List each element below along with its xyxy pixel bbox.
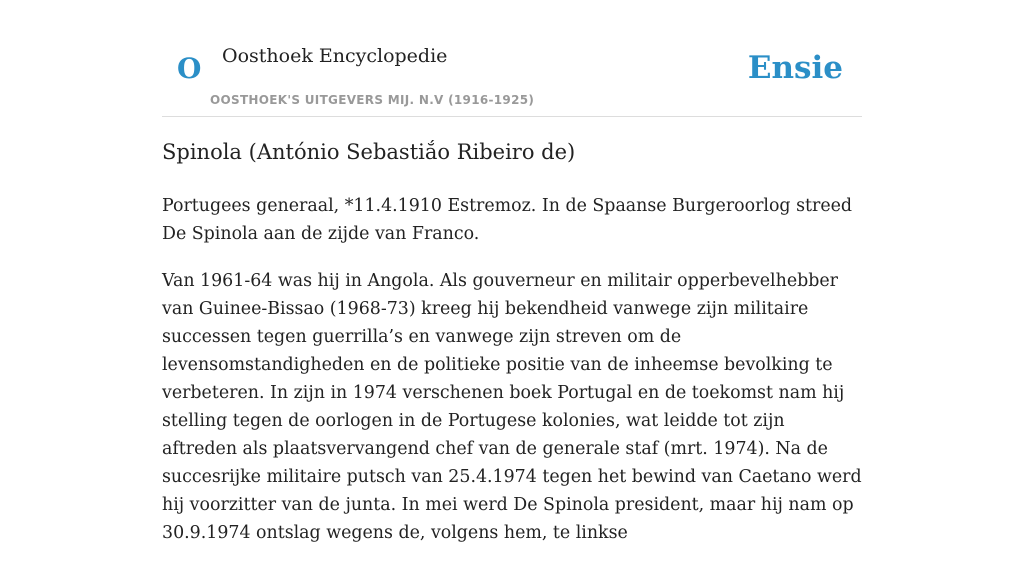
publication-title: Oosthoek Encyclopedie — [222, 45, 448, 67]
entry-paragraph: Portugees generaal, *11.4.1910 Estremoz. In de Spaanse Burgeroorlog streed De Spinola aan de zijde van Franco. — [162, 196, 853, 244]
publication-header — [162, 0, 862, 117]
publication-logo: O — [177, 52, 202, 85]
entry-paragraph: Van 1961-64 was hij in Angola. Als gouverneur en militair opperbevelhebber van Guinee-Bissao (1968-73) kreeg hij bekendheid vanwege zijn militaire successen tegen guerrilla’s en vanwege zijn streven om de levensomstandigheden en de politieke positie van de inheemse bevolking te verbeteren. In zijn in 1974 verschenen boek Portugal en de toekomst nam hij stelling tegen de oorlogen in de Portugese kolonies, wat leidde tot zijn aftreden als plaatsvervangend chef van de generale staf (mrt. 1974). Na de succesrijke militaire putsch van 25.4.1974 tegen het bewind van Caetano werd hij voorzitter van de junta. In mei werd De Spinola president, maar hij nam op 30.9.1974 ontslag wegens de, volgens hem, te linkse — [162, 271, 862, 543]
encyclopedia-card — [162, 0, 862, 543]
entry-body — [162, 192, 862, 566]
entry-title: Spinola (António Sebastiắo Ribeiro de) — [162, 140, 576, 164]
publication-subtitle: OOSTHOEK'S UITGEVERS MIJ. N.V (1916-1925) — [210, 93, 535, 107]
brand-logo: Ensie — [747, 50, 843, 86]
